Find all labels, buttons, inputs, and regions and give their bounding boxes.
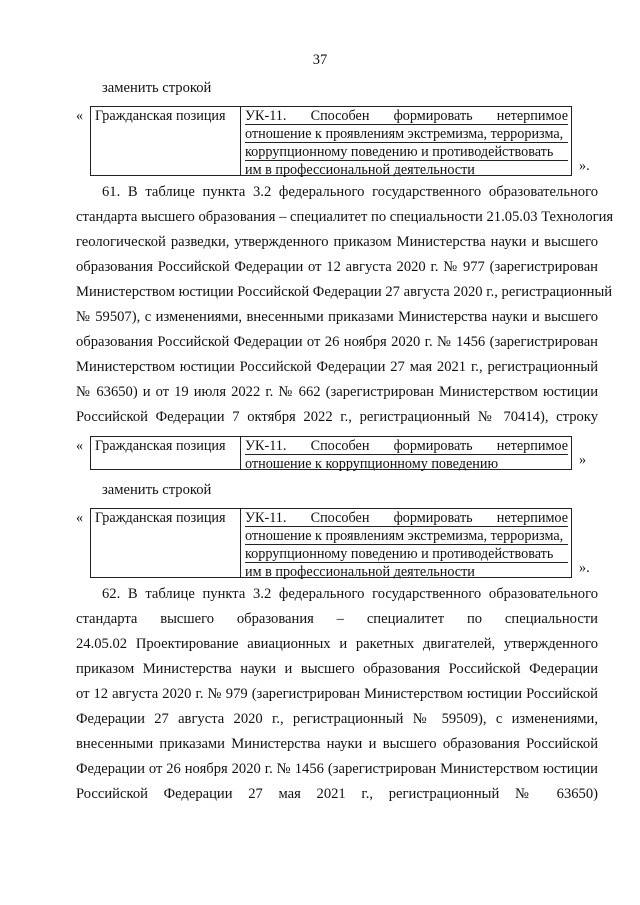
paragraph-line: внесенными приказами Министерства науки и высшего образования Российской bbox=[76, 736, 598, 752]
paragraph-line: от 12 августа 2020 г. № 979 (зарегистрирован Министерством юстиции Российской bbox=[76, 686, 598, 702]
competence-line: УК-11. Способен формировать нетерпимое bbox=[245, 108, 568, 124]
paragraph-line: геологической разведки, утвержденного приказом Министерства науки и высшего bbox=[76, 234, 598, 250]
table-cell-competence bbox=[241, 437, 571, 473]
table-cell-competence bbox=[241, 509, 571, 581]
paragraph-line: Министерством юстиции Российской Федерации 27 мая 2021 г., регистрационный bbox=[76, 359, 598, 375]
paragraph-line: № 63650) и от 19 июля 2022 г. № 662 (зарегистрирован Министерством юстиции bbox=[76, 384, 598, 400]
quote-open: « bbox=[76, 438, 84, 454]
paragraph-line: Министерством юстиции Российской Федерации 27 августа 2020 г., регистрационный bbox=[76, 284, 613, 300]
quote-open: « bbox=[76, 108, 84, 124]
competence-line: отношение к проявлениям экстремизма, терроризма, bbox=[245, 125, 568, 143]
table-replacement-2 bbox=[76, 508, 598, 580]
competence-line: отношение к проявлениям экстремизма, терроризма, bbox=[245, 527, 568, 545]
paragraph-line: стандарта высшего образования – специалитет по специальности 21.05.03 Технология bbox=[76, 209, 614, 225]
competence-line: отношение к коррупционному поведению bbox=[245, 456, 499, 472]
table-cell-competence bbox=[241, 107, 571, 179]
paragraph-line: образования Российской Федерации от 12 августа 2020 г. № 977 (зарегистрирован bbox=[76, 259, 598, 275]
replace-label-2: заменить строкой bbox=[102, 482, 212, 498]
competence-line: коррупционному поведению и противодействовать bbox=[245, 545, 568, 563]
quote-close: ». bbox=[579, 560, 590, 576]
paragraph-line: 62. В таблице пункта 3.2 федерального государственного образовательного bbox=[102, 586, 598, 602]
paragraph-line: Российской Федерации 27 мая 2021 г., регистрационный № 63650) bbox=[76, 786, 598, 802]
competence-line: УК-11. Способен формировать нетерпимое bbox=[245, 438, 568, 454]
competence-line: коррупционному поведению и противодействовать bbox=[245, 143, 568, 161]
quote-close: » bbox=[579, 452, 587, 468]
paragraph-line: Федерации от 26 ноября 2020 г. № 1456 (зарегистрирован Министерством юстиции bbox=[76, 761, 598, 777]
page-number: 37 bbox=[312, 52, 328, 68]
table-frame bbox=[90, 106, 572, 176]
table-frame bbox=[90, 508, 572, 578]
paragraph-line: Российской Федерации 7 октября 2022 г., регистрационный № 70414), строку bbox=[76, 409, 598, 425]
paragraph-line: приказом Министерства науки и высшего образования Российской Федерации bbox=[76, 661, 598, 677]
table-cell-category: Гражданская позиция bbox=[91, 509, 241, 577]
paragraph-line: № 59507), с изменениями, внесенными приказами Министерства науки и высшего bbox=[76, 309, 598, 325]
competence-line: УК-11. Способен формировать нетерпимое bbox=[245, 510, 568, 526]
quote-close: ». bbox=[579, 158, 590, 174]
competence-line: им в профессиональной деятельности bbox=[245, 564, 475, 580]
quote-open: « bbox=[76, 510, 84, 526]
table-cell-category: Гражданская позиция bbox=[91, 107, 241, 175]
table-original-row bbox=[76, 436, 598, 472]
competence-line: им в профессиональной деятельности bbox=[245, 162, 475, 178]
paragraph-line: Федерации 27 августа 2020 г., регистрационный № 59509), с изменениями, bbox=[76, 711, 598, 727]
paragraph-line: стандарта высшего образования – специалитет по специальности bbox=[76, 611, 598, 627]
table-replacement-1 bbox=[76, 106, 598, 178]
paragraph-line: 24.05.02 Проектирование авиационных и ракетных двигателей, утвержденного bbox=[76, 636, 598, 652]
paragraph-line: 61. В таблице пункта 3.2 федерального государственного образовательного bbox=[102, 184, 598, 200]
paragraph-line: образования Российской Федерации от 26 ноября 2020 г. № 1456 (зарегистрирован bbox=[76, 334, 598, 350]
replace-label-1: заменить строкой bbox=[102, 80, 212, 96]
table-frame bbox=[90, 436, 572, 470]
table-cell-category: Гражданская позиция bbox=[91, 437, 241, 469]
